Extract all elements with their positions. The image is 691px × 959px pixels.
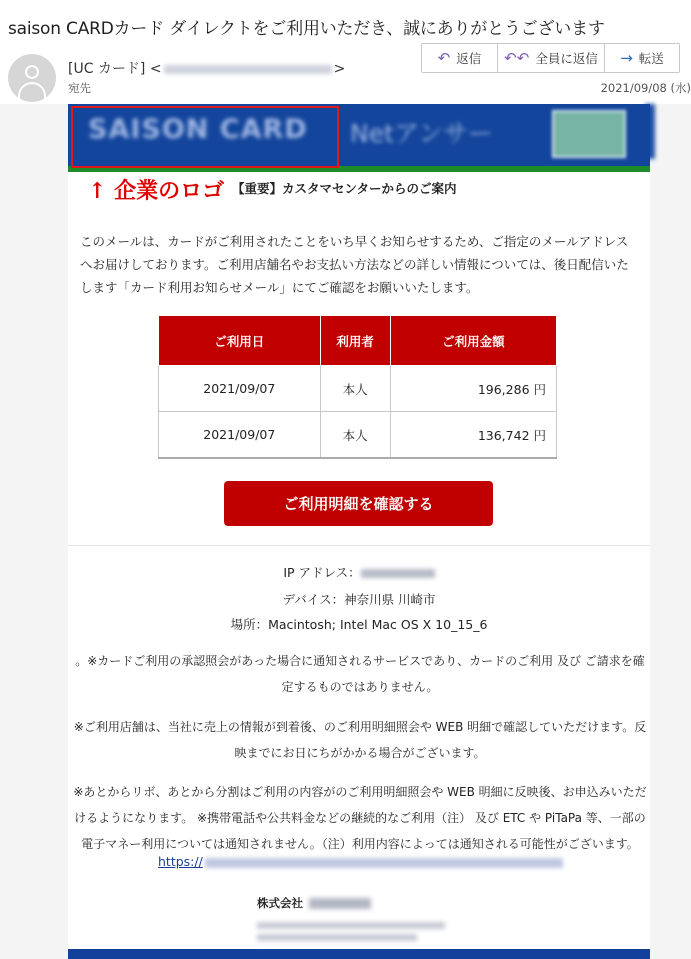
disclaimer-text: 。※カードご利用の承認照会があった場合に通知されるサービスであり、カードのご利用 及び ご請求を確定するものではありません。 xyxy=(75,654,645,694)
location-line: 場所：Macintosh; Intel Mac OS X 10_15_6 xyxy=(230,617,488,632)
reply-button[interactable]: ↶ 返信 xyxy=(421,43,498,73)
email-body xyxy=(68,104,650,959)
forward-button[interactable]: → 転送 xyxy=(605,43,680,73)
reply-all-icon: ↶↶ xyxy=(504,49,530,67)
sender-avatar xyxy=(8,54,56,102)
company-name: 株式会社 xyxy=(257,895,371,911)
footer-bar xyxy=(68,949,650,959)
forward-icon: → xyxy=(620,49,633,67)
column-header-date: ご利用日 xyxy=(159,316,321,366)
sender-field[interactable]: [UC カード] < > xyxy=(68,61,346,77)
intro-text: このメールは、カードがご利用されたことをいち早くお知らせするため、ご指定のメールアドレスへお届けしております。ご利用店舗名やお支払い方法などの詳しい情報については、後日配信いたします「カード利用お知らせメール」にてご確認をお願いいたします。 xyxy=(80,234,629,295)
usage-date: 2021/09/07 xyxy=(159,412,321,459)
disclaimer-text: ※ご利用店舗は、当社に売上の情報が到着後、のご利用明細照会や WEB 明細で確認していただけます。反映までにお日にちがかかる場合がございます。 xyxy=(73,720,647,760)
brand-logo: SAISON CARD xyxy=(88,114,308,145)
device-line: デバイス：神奈川県 川崎市 xyxy=(282,592,436,607)
company-address-redacted xyxy=(257,922,445,929)
table-header-row xyxy=(159,316,557,366)
usage-date: 2021/09/07 xyxy=(159,366,321,412)
ip-address-line: IP アドレス： xyxy=(68,563,650,581)
message-actions xyxy=(421,43,680,73)
email-subject: saison CARDカード ダイレクトをご利用いただき、誠にありがとうございます xyxy=(8,19,605,39)
table-row xyxy=(159,366,557,412)
divider xyxy=(68,545,650,546)
statement-link[interactable] xyxy=(158,854,563,869)
usage-amount: 196,286 円 xyxy=(390,366,556,412)
usage-amount: 136,742 円 xyxy=(390,412,556,459)
table-row xyxy=(159,412,557,459)
disclaimer-text: ※あとからリボ、あとから分割はご利用の内容がのご利用明細照会や WEB 明細に反映後、お申込みいただけるようになります。 ※携帯電話や公共料金などの継続的なご利用（注） 及び ETC や PiTaPa 等、一部の電子マネー利用については通知されません。（注）利用内容によっては通知される可能性がございます。 xyxy=(73,785,647,851)
link-url-redacted[interactable] xyxy=(205,858,563,868)
received-date: 2021/09/08 (水) xyxy=(600,81,691,95)
ip-address-redacted xyxy=(361,569,435,578)
notice-title: 【重要】カスタマセンターからのご案内 xyxy=(232,181,457,196)
person-icon xyxy=(25,65,39,79)
confirm-statement-button[interactable]: ご利用明細を確認する xyxy=(224,481,493,526)
to-label: 宛先 xyxy=(68,81,91,95)
service-name: Netアンサー xyxy=(350,119,493,148)
column-header-amount: ご利用金額 xyxy=(390,316,556,366)
reply-all-button[interactable]: ↶↶ 全員に返信 xyxy=(498,43,605,73)
card-image xyxy=(552,110,626,158)
logo-annotation: ↑ 企業のロゴ xyxy=(88,178,225,204)
reply-icon: ↶ xyxy=(437,49,451,67)
company-name-redacted xyxy=(309,898,371,909)
usage-table xyxy=(158,315,557,459)
sender-address-redacted xyxy=(164,65,332,74)
column-header-user: 利用者 xyxy=(320,316,390,366)
usage-user: 本人 xyxy=(320,412,390,459)
company-contact-redacted xyxy=(257,934,417,941)
usage-user: 本人 xyxy=(320,366,390,412)
link-text[interactable]: https:// xyxy=(158,854,203,869)
sender-name: [UC カード] < xyxy=(68,61,162,77)
logo-highlight-box xyxy=(71,106,339,168)
